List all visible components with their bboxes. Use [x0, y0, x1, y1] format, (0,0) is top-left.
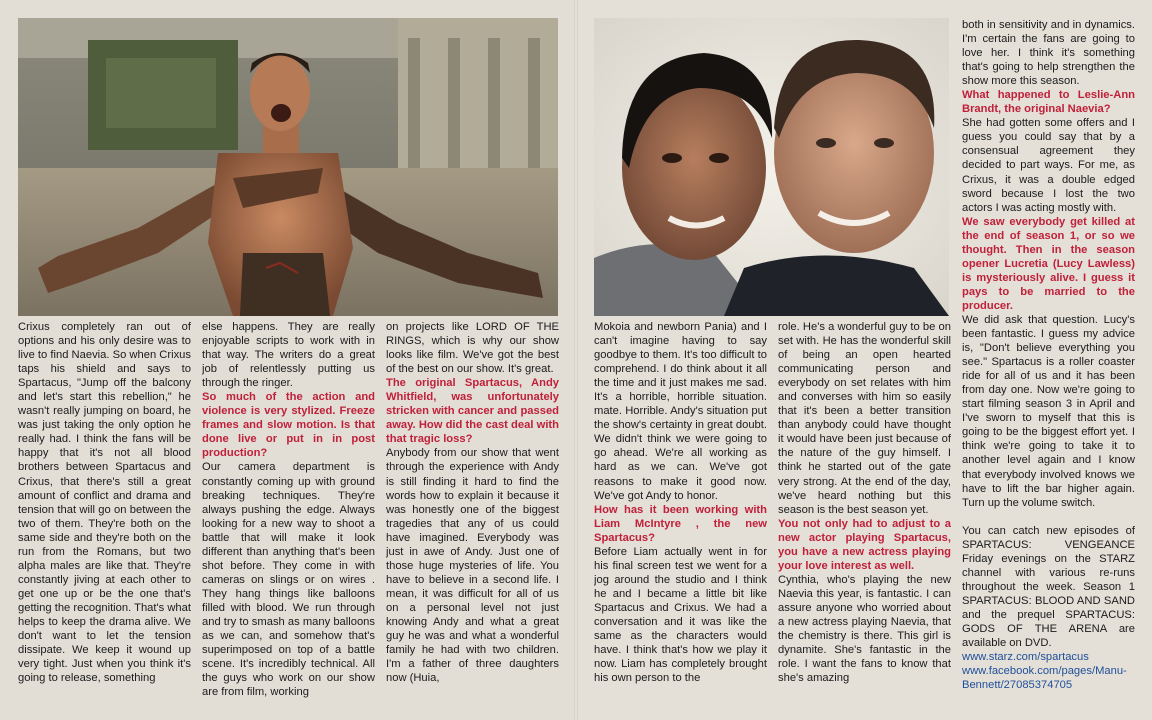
interview-question: The original Spartacus, Andy Whitfield, was unfortunately stricken with cancer and passed away. How did the cast deal with that tragic loss?: [386, 377, 559, 446]
photo-two-actors: [594, 18, 949, 316]
article-column-3: [386, 320, 559, 716]
photo-crixus-arena: [18, 18, 558, 316]
starz-link[interactable]: www.starz.com/spartacus: [962, 651, 1089, 664]
tune-in-paragraph: You can catch new episodes of SPARTACUS: VENGEANCE Friday evenings on the STARZ channel with various re-runs throughout the week. Season 1 SPARTACUS: BLOOD AND SAND and the prequel SPARTACUS: GODS OF THE ARENA are available on DVD.: [962, 524, 1135, 650]
interview-question: What happened to Leslie-Ann Brandt, the original Naevia?: [962, 89, 1135, 116]
article-column-1: [18, 320, 191, 716]
body-paragraph: Our camera department is constantly coming up with ground breaking techniques. They're always pushing the edge. Always looking for a new way to shoot a battle that will make it look different than anything that's been shot before. They come in with cameras on slings or on wires . They hang things like balloons filled with blood. We run through and try to smash as many balloons as we can, and somehow that's superimposed on top of a battle scene. It's incredibly technical. All the guys who work on our show are from film, working: [202, 461, 375, 699]
article-column-6: [962, 18, 1135, 716]
paragraph-gap: [962, 510, 1135, 524]
interview-question: We saw everybody get killed at the end of season 1, or so we thought. Then in the season opener Lucretia (Lucy Lawless) is mysteriously alive. I guess it pays to be married to the producer.: [962, 215, 1135, 312]
body-paragraph: role. He's a wonderful guy to be on set with. He has the wonderful skill of being an open hearted communicating person and everybody on set relates with him and converses with him so easily that it's been a better transition than anybody could have thought it would have been just because of the nature of the guy himself. I think he started out of the gate very strong. At the end of the day, we've heard nothing but this season is the best season yet.: [778, 321, 951, 516]
body-paragraph: on projects like LORD OF THE RINGS, which is why our show looks like film. We've got the best of the best on our show. It's great.: [386, 321, 559, 376]
photo-crixus-graphic: [18, 18, 558, 316]
interview-question: So much of the action and violence is very stylized. Freeze frames and slow motion. Is that done live or put in in post production?: [202, 391, 375, 460]
facebook-link[interactable]: www.facebook.com/pages/Manu-Bennett/27085374705: [962, 665, 1127, 692]
body-paragraph: both in sensitivity and in dynamics. I'm certain the fans are going to love her. I think it's something that's going to help strengthen the show more this season.: [962, 19, 1135, 88]
body-paragraph: Anybody from our show that went through the experience with Andy is still finding it hard to find the words how to explain it because it was honestly one of the biggest tragedies that any of us could have imagined. Everybody was just in awe of Andy. Just one of those huge mysteries of life. You have to believe in a second life. I mean, it was difficult for all of us on a personal level not just knowing Andy and what a great guy he was and what a wonderful family he had with two children. I'm a father of three daughters now (Huia,: [386, 447, 559, 685]
interview-question: How has it been working with Liam McIntyre , the new Spartacus?: [594, 503, 767, 544]
page-spine: [574, 0, 578, 720]
body-paragraph: else happens. They are really enjoyable scripts to work with in that way. The writers do a great job of relentlessly putting us through the ringer.: [202, 321, 375, 390]
body-paragraph: Mokoia and newborn Pania) and I can't imagine having to say goodbye to them. It's too difficult to comprehend. I do think about it all the time and it just makes me sad. It's a horrible, horrible situation. mate. Horrible. Andy's situation put the show's certainty in great doubt. We didn't think we were going to go ahead. We're all working as hard as we can. We've got reasons to make it good now. We've got Andy to honor.: [594, 321, 767, 502]
article-column-4: [594, 320, 767, 716]
body-paragraph: Before Liam actually went in for his final screen test we went for a jog around the studio and I think he and I became a little bit like Spartacus and Crixus. We had a conversation and it was like the same as the characters would have. I think that's how we play it now. Liam has completely brought his own person to the: [594, 545, 767, 685]
article-column-2: [202, 320, 375, 716]
body-paragraph: Cynthia, who's playing the new Naevia this year, is fantastic. I can assure anyone who worried about a new actress playing Naevia, that the chemistry is there. This girl is dynamite. She's fantastic in the role. I want the fans to know that she's amazing: [778, 573, 951, 685]
article-column-5: [778, 320, 951, 716]
body-paragraph: We did ask that question. Lucy's been fantastic. I guess my advice is, "Don't believe everything you see." Spartacus is a roller coaster ride for all of us and it has been from day one. Now we're going to start filming season 3 in April and I've sworn to myself that this is going to be the biggest effort yet. I think we're going to take it to another level again and I know that everybody involved knows we have to lift the bar higher again. Turn up the volume switch.: [962, 313, 1135, 509]
body-paragraph: Crixus completely ran out of options and his only desire was to live to find Naevia. So when Crixus taps his shield and says to Spartacus, "Jump off the balcony and let's start this rebellion," he wasn't really jumping on board, he was just taking the only option he really had. I think the fans will be happy that it's not all blood brothers between Spartacus and Crixus, that there's still a great amount of conflict and drama and tension that will go on between the two of them. They're both on the same side and they're both on the run from the Romans, but two alpha males are like that. They're constantly jiving at each other to get one up or be the one that's getting the recognition. That's what helps to keep the drama alive. We don't want to let the tension dissipate. We keep it wound up very tight. Just when you think it's going to release, something: [18, 321, 191, 685]
photo-two-actors-graphic: [594, 18, 949, 316]
interview-question: You not only had to adjust to a new actor playing Spartacus, you have a new actress playing your love interest as well.: [778, 517, 951, 572]
body-paragraph: She had gotten some offers and I guess you could say that by a consensual agreement they decided to part ways. For me, as Crixus, it was a double edged sword because I lost the two actors I was acting mostly with.: [962, 117, 1135, 214]
